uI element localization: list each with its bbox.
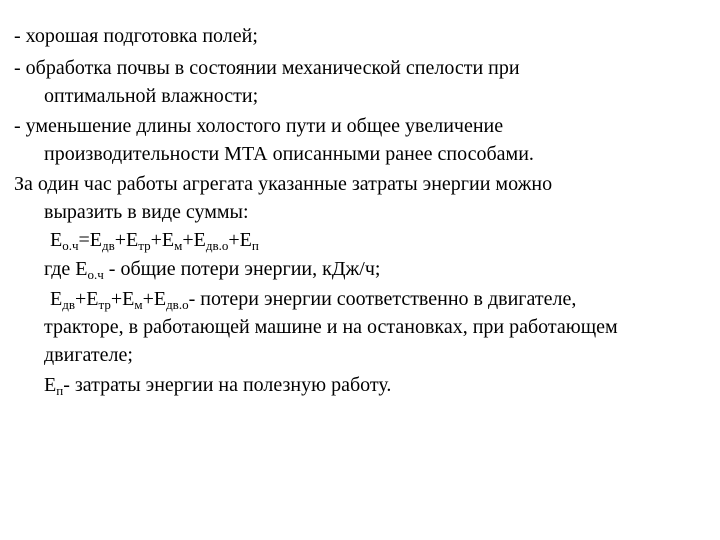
- definition-component-losses: [50, 287, 576, 311]
- definition-term: E: [50, 288, 63, 310]
- paragraph-energy-sum-cont: выразить в виде суммы:: [44, 201, 249, 223]
- definition-term: +E: [74, 288, 99, 310]
- formula-term: E: [50, 229, 63, 251]
- formula-subscript: п: [251, 238, 259, 253]
- definition-subscript: дв.о: [166, 297, 189, 312]
- list-item-soil-treatment: - обработка почвы в состоянии механической спелости при: [14, 57, 520, 79]
- formula-term: +E: [228, 229, 252, 251]
- definition-term: +E: [142, 288, 167, 310]
- formula-subscript: дв.о: [205, 238, 229, 253]
- definition-subscript: о.ч: [87, 267, 104, 282]
- formula-subscript: тр: [138, 238, 151, 253]
- definition-subscript: тр: [98, 297, 111, 312]
- formula-subscript: о.ч: [62, 238, 79, 253]
- definition-term: E: [44, 374, 57, 396]
- formula-term: +E: [150, 229, 175, 251]
- definition-text: - общие потери энергии, кДж/ч;: [103, 258, 381, 280]
- definition-text: - затраты энергии на полезную работу.: [63, 374, 392, 396]
- list-item-idle-path: - уменьшение длины холостого пути и общее увеличение: [14, 115, 504, 137]
- definition-component-losses-cont: двигателе;: [44, 344, 133, 366]
- formula-subscript: дв: [102, 238, 115, 253]
- definition-term: +E: [110, 288, 135, 310]
- definition-subscript: п: [56, 383, 64, 398]
- paragraph-energy-sum: За один час работы агрегата указанные затраты энергии можно: [14, 173, 553, 195]
- list-item-idle-path-cont: производительности МТА описанными ранее способами.: [44, 143, 534, 165]
- formula-term: +E: [182, 229, 206, 251]
- definition-useful-work: [44, 373, 391, 397]
- formula-term: =E: [78, 229, 103, 251]
- definition-text: - потери энергии соответственно в двигателе,: [188, 288, 577, 310]
- formula-term: +E: [114, 229, 139, 251]
- definition-total-loss: [44, 257, 380, 281]
- formula-subscript: м: [174, 238, 183, 253]
- definition-subscript: м: [134, 297, 143, 312]
- definition-subscript: дв: [62, 297, 75, 312]
- definition-term: где E: [44, 258, 88, 280]
- energy-formula: [50, 228, 259, 252]
- list-item-field-preparation: - хорошая подготовка полей;: [14, 25, 258, 47]
- definition-component-losses-cont: тракторе, в работающей машине и на остановках, при работающем: [44, 316, 618, 338]
- list-item-soil-treatment-cont: оптимальной влажности;: [44, 85, 259, 107]
